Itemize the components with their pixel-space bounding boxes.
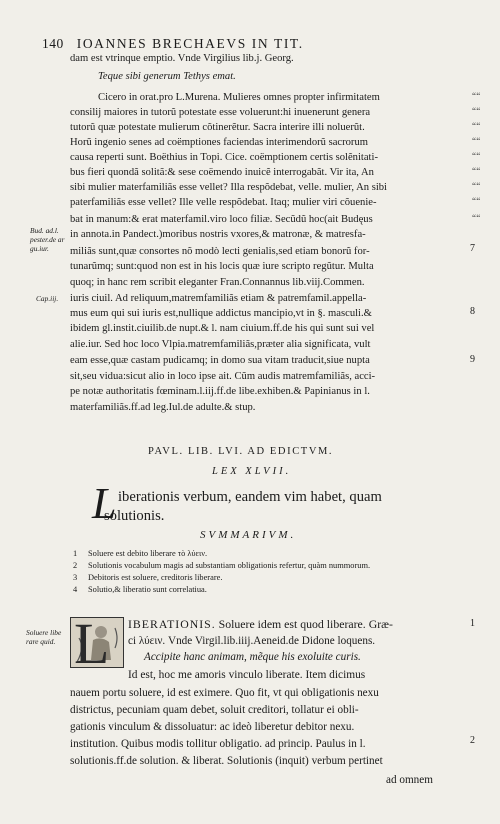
margin-number-1: 1 (470, 618, 475, 629)
body-line: materfamiliãs.ff.ad leg.Iul.de adulte.& stup. (70, 402, 256, 413)
quote-mark: “ “ (472, 106, 480, 116)
quote-mark: “ “ (472, 91, 480, 101)
commentary-line: ci λύειν. Vnde Virgil.lib.iiij.Aeneid.de Didone loquens. (128, 635, 376, 647)
commentary-line: nauem portu soluere, id est eximere. Quo fit, vt qui obligationis nexu (70, 687, 379, 699)
rubric-line: iberationis verbum, eandem vim habet, quam (118, 489, 382, 505)
body-line: alie.iur. Sed hoc loco Vlpia.matremfamiliãs,præter alia significata, vult (70, 339, 371, 350)
body-line: iuris ciuil. Ad reliquum,matremfamiliãs etiam & patremfamil.appella- (70, 293, 367, 304)
commentary-line: IBERATIONIS. Soluere idem est quod liberare. Græ- (128, 617, 393, 631)
body-line: mus eum qui sui iuris est,nullique addictus mancipio,vt in §. masculi.& (70, 308, 372, 319)
body-line: Horũ ingenio senes ad coëmptiones faciendas interimendorũ sacrorum (70, 137, 369, 148)
initial-letter: L (74, 611, 110, 676)
quote-mark: “ “ (472, 181, 480, 191)
verse-line: Teque sibi generum Tethys emat. (98, 71, 236, 82)
summary-title: SVMMARIVM. (200, 529, 297, 541)
quote-mark: “ “ (472, 151, 480, 161)
summary-item: 1 Soluere est debito liberare τὸ λύειν. (73, 549, 208, 558)
rubric-initial: L (92, 479, 117, 528)
body-line: pe notæ authoritatis fœminam.l.iij.ff.de libe.exhiben.& Papinianus in l. (70, 386, 370, 397)
body-line: in annota.in Pandect.)moribus nostris vxores,& matronæ, & matresfa- (70, 229, 366, 240)
commentary-line: Id est, hoc me amoris vinculo liberate. Item dicimus (128, 669, 366, 681)
body-line: tutorũ quæ potestate mulierum cõtinerẽtur. Sacra interire illi noluerũt. (70, 122, 365, 133)
summary-item: 2 Solutionis vocabulum magis ad substantiam obligationis refertur, quàm nummorum. (73, 561, 371, 570)
margin-number-9: 9 (470, 354, 475, 365)
body-line: paterfamiliãs esse vellet? Ille velle respõdebat. Itaq; mulier viri cõuenie- (70, 197, 377, 208)
body-line: ibidem gl.instit.ciuilib.de nupt.& l. nam ciuium.ff.de his qui sunt sui vel (70, 323, 375, 334)
section-heading: PAVL. LIB. LVI. AD EDICTVM. (148, 446, 334, 457)
body-line: miliãs sunt,quæ consortes nõ modò lecti genialis,sed etiam bonorũ for- (70, 246, 370, 257)
margin-note-cap: Cap.iij. (36, 294, 59, 303)
quote-mark: “ “ (472, 136, 480, 146)
rubric-line: solutionis. (104, 508, 165, 524)
running-title: IOANNES BRECHAEVS IN TIT. (76, 36, 304, 51)
commentary-line: districtus, pecuniam quam debet, soluit creditori, tollatur ei obli- (70, 704, 359, 716)
margin-number-7: 7 (470, 243, 475, 254)
catchword: ad omnem (386, 774, 433, 786)
body-line: quoq; in hanc rem scribit eleganter Fran.Connannus lib.viij.Commen. (70, 277, 365, 288)
margin-note-budaeus: Bud. ad.l. pester.de ar gu.iur. (30, 226, 65, 253)
body-line: sibi mulier materfamiliãs esse vellet? Illa respõdebat, velle. mulier, An sibi (70, 182, 387, 193)
quote-mark: “ “ (472, 213, 480, 223)
page-number: 140 (42, 36, 64, 51)
commentary-line: gationis vinculum & dissoluatur: ac ideò liberetur debitor nexu. (70, 721, 355, 733)
summary-item: 4 Solutio,& liberatio sunt correlatiua. (73, 585, 207, 594)
commentary-line: institution. Quibus modis tollitur obligatio. ad princip. Paulus in l. (70, 738, 366, 750)
commentary-line: solutionis.ff.de solution. & liberat. Solutionis (inquit) verbum pertinet (70, 755, 383, 767)
quote-mark: “ “ (472, 196, 480, 206)
body-line: bat in manum:& erat materfamil.viro loco filiæ. Secũdũ hoc(ait Budęus (70, 214, 373, 225)
summary-item: 3 Debitoris est soluere, creditoris liberare. (73, 573, 223, 582)
body-line: sit,seu vidua:sicut alio in loco ipse ait. Cũm audis matremfamiliãs, acci- (70, 371, 376, 382)
body-line: Cicero in orat.pro L.Murena. Mulieres omnes propter infirmitatem (98, 92, 380, 103)
body-line: consilij maiores in tutorũ potestate esse voluerunt:hi inuenerunt genera (70, 107, 371, 118)
quote-mark: “ “ (472, 121, 480, 131)
body-line: tunarũmq; sunt:quod non est in his locis quæ iure scripto regũtur. Multa (70, 261, 374, 272)
body-line: eam esse,quæ castam pudicamq; in domo sua vitam traducit,siue nupta (70, 355, 370, 366)
body-line: dam est vtrinque emptio. Vnde Virgilius lib.j. Georg. (70, 53, 294, 64)
commentary-verse: Accipite hanc animam, mẽque his exoluite curis. (144, 651, 361, 663)
body-line: causa reperti sunt. Boëthius in Topi. Cice. coëmptionem certis solẽnitati- (70, 152, 378, 163)
margin-number-8: 8 (470, 306, 475, 317)
quote-mark: “ “ (472, 166, 480, 176)
margin-note-soluere: Soluere libe rare quid. (26, 628, 62, 646)
margin-number-2: 2 (470, 735, 475, 746)
running-header (42, 36, 304, 52)
decorated-initial (70, 611, 124, 676)
body-line: bus fieri quondã solitã:& sese coëmendo inuicẽ interrogabãt. Vir ita, An (70, 167, 374, 178)
lex-heading: LEX XLVII. (212, 466, 292, 477)
